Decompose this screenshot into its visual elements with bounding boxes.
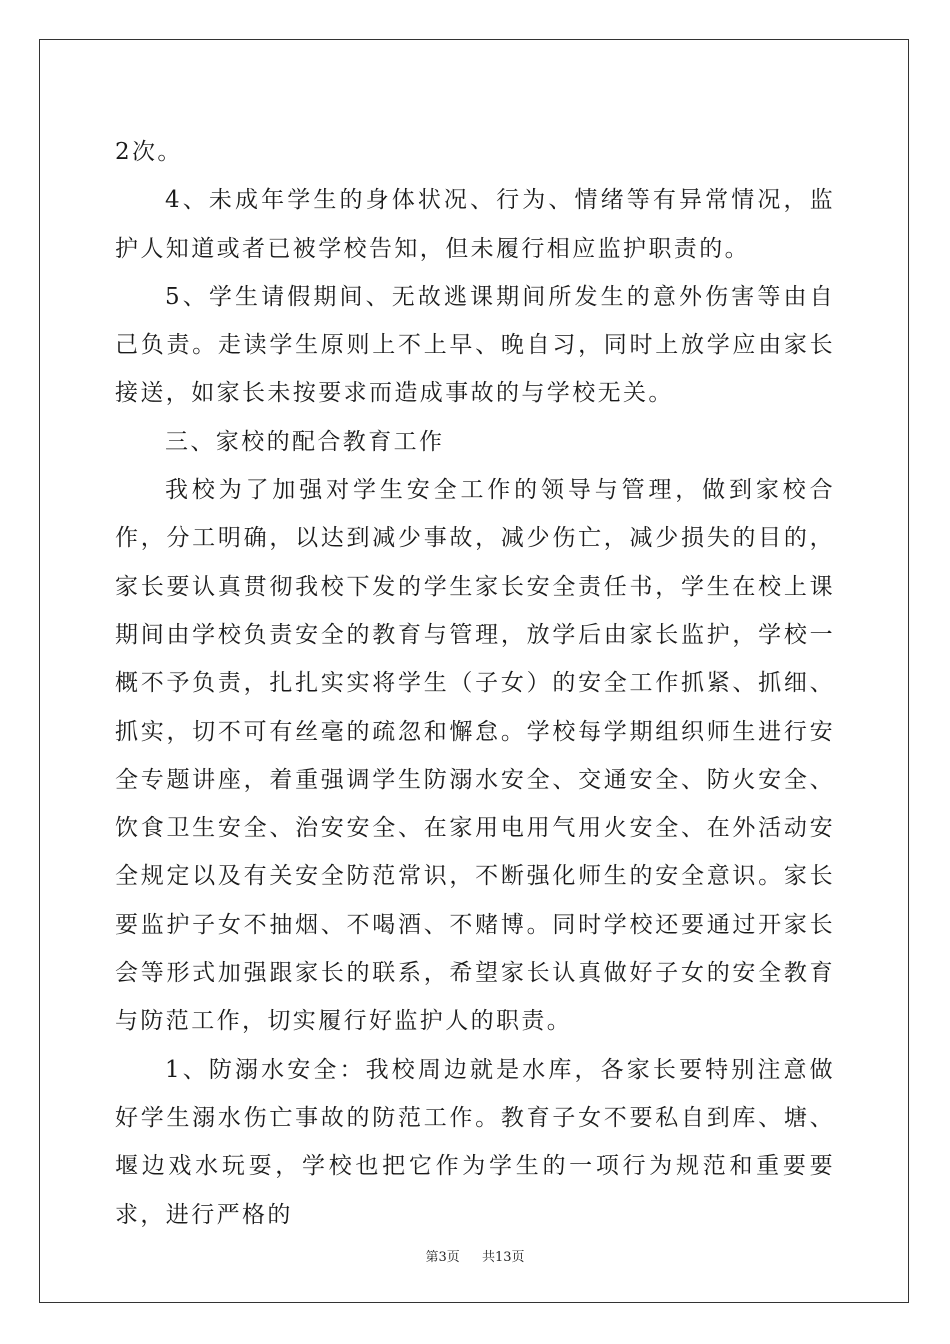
paragraph-continuation: 2次。 bbox=[115, 139, 183, 165]
page-total: 共13页 bbox=[482, 1250, 525, 1265]
paragraph-item-1: 1、防溺水安全：我校周边就是水库，各家长要特别注意做好学生溺水伤亡事故的防范工作。教育子女不要私自到库、塘、堰边戏水玩耍，学校也把它作为学生的一项行为规范和重要要求，进行严格的 bbox=[115, 1056, 835, 1228]
page-number: 第3页 bbox=[425, 1250, 460, 1265]
section-heading: 三、家校的配合教育工作 bbox=[165, 428, 445, 455]
paragraph-body: 我校为了加强对学生安全工作的领导与管理，做到家校合作，分工明确，以达到减少事故，减少伤亡，减少损失的目的，家长要认真贯彻我校下发的学生家长安全责任书，学生在校上课期间由学校负责安全的教育与管理，放学后由家长监护，学校一概不予负责，扎扎实实将学生（子女）的安全工作抓紧、抓细、抓实，切不可有丝毫的疏忽和懈怠。学校每学期组织师生进行安全专题讲座，着重强调学生防溺水安全、交通安全、防火安全、饮食卫生安全、治安安全、在家用电用气用火安全、在外活动安全规定以及有关安全防范常识，不断强化师生的安全意识。家长要监护子女不抽烟、不喝酒、不赌博。同时学校还要通过开家长会等形式加强跟家长的联系，希望家长认真做好子女的安全教育与防范工作，切实履行好监护人的职责。 bbox=[115, 477, 835, 1035]
page-footer bbox=[0, 1246, 950, 1265]
document-body bbox=[115, 128, 835, 1239]
paragraph-item-5: 5、学生请假期间、无故逃课期间所发生的意外伤害等由自己负责。走读学生原则上不上早、晚自习，同时上放学应由家长接送，如家长未按要求而造成事故的与学校无关。 bbox=[115, 283, 835, 407]
paragraph-item-4: 4、未成年学生的身体状况、行为、情绪等有异常情况，监护人知道或者已被学校告知，但未履行相应监护职责的。 bbox=[115, 187, 835, 262]
